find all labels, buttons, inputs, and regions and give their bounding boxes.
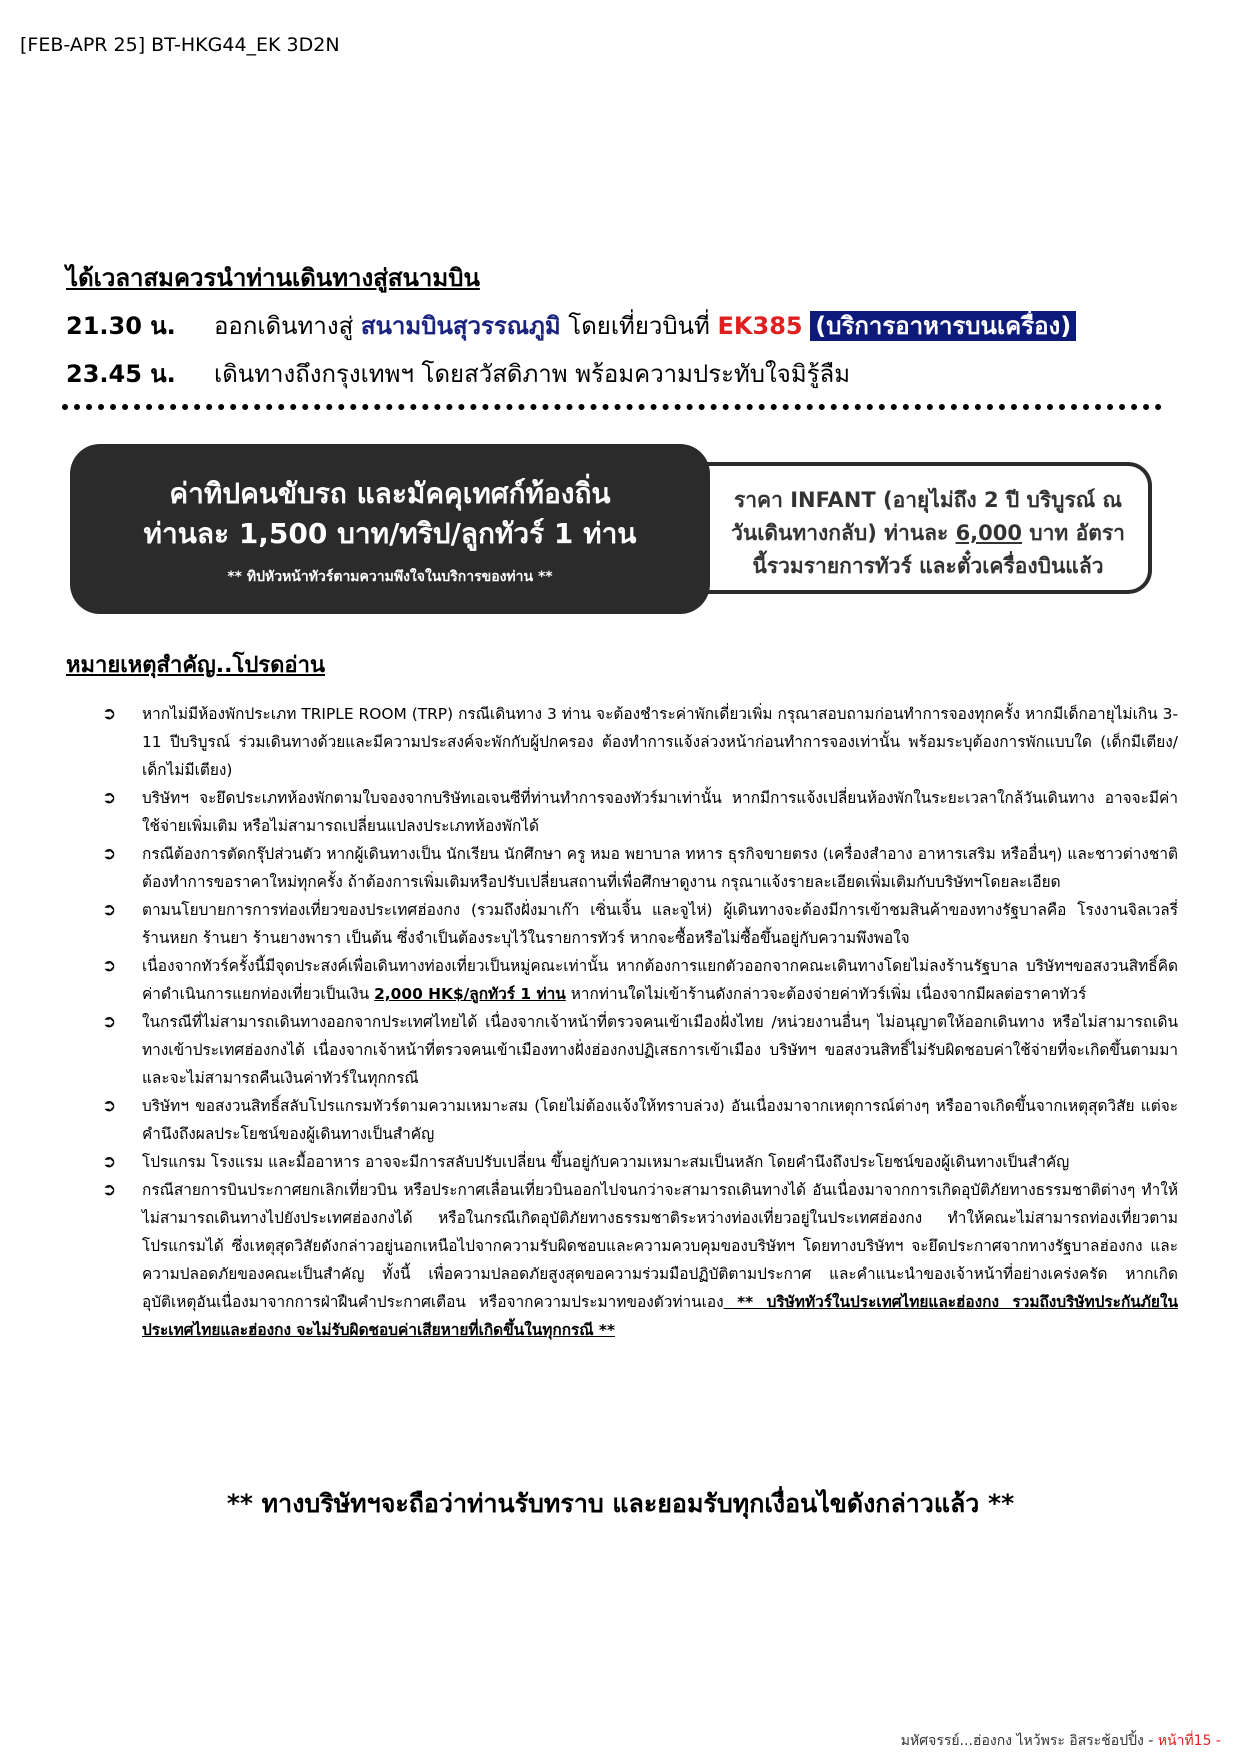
arrow-right-circle-icon: ➲ — [102, 788, 117, 808]
list-item: ➲ โปรแกรม โรงแรม และมื้ออาหาร อาจจะมีการสลับปรับเปลี่ยน ขึ้นอยู่กับความเหมาะสมเป็นหลัก โดยคำนึงถึงประโยชน์ของผู้เดินทางเป็นสำคัญ — [100, 1148, 1178, 1176]
schedule-desc: เดินทางถึงกรุงเทพฯ โดยสวัสดิภาพ พร้อมความประทับใจมิรู้ลืม — [214, 360, 851, 388]
arrow-right-circle-icon: ➲ — [102, 1012, 117, 1032]
notes-heading: หมายเหตุสำคัญ..โปรดอ่าน — [66, 653, 326, 678]
schedule-desc: ออกเดินทางสู่ สนามบินสุวรรณภูมิ โดยเที่ยวบินที่ EK385 (บริการอาหารบนเครื่อง) — [214, 306, 1076, 345]
list-item: ➲ ในกรณีที่ไม่สามารถเดินทางออกจากประเทศไทยได้ เนื่องจากเจ้าหน้าที่ตรวจคนเข้าเมืองฝั่งไทย /หน่วยงานอื่นๆ ไม่อนุญาตให้ออกเดินทาง หรือไม่สามารถเดินทางเข้าประเทศฮ่องกงได้ เนื่องจากเจ้าหน้าที่ตรวจคนเข้าเมืองทางฝั่งฮ่องกงปฏิเสธการเข้าเมือง บริษัทฯ ขอสงวนสิทธิ์ไม่รับผิดชอบค่าใช้จ่ายที่จะเกิดขึ้นตามมา และจะไม่สามารถคืนเงินค่าทัวร์ในทุกกรณี — [100, 1008, 1178, 1092]
schedule-heading: ได้เวลาสมควรนำท่านเดินทางสู่สนามบิน — [66, 264, 480, 292]
tip-line1: ค่าทิปคนขับรถ และมัคคุเทศก์ท้องถิ่น — [169, 477, 611, 510]
schedule-row-departure — [66, 306, 1076, 345]
arrow-right-circle-icon: ➲ — [102, 956, 117, 976]
infant-price-box — [676, 462, 1152, 594]
arrow-right-circle-icon: ➲ — [102, 1096, 117, 1116]
tip-note: ** ทิปหัวหน้าทัวร์ตามความพึงใจในบริการของท่าน ** — [227, 569, 553, 585]
page-footer: มหัศจรรย์...ฮ่องกง ไหว้พระ อิสระช้อปปิ้ง - หน้าที่15 - — [900, 1733, 1221, 1749]
infant-line2: วันเดินทางกลับ) ท่านละ 6,000 บาท อัตรา — [731, 521, 1125, 545]
meal-badge: (บริการอาหารบนเครื่อง) — [810, 311, 1076, 341]
closing-statement: ** ทางบริษัทฯจะถือว่าท่านรับทราบ และยอมรับทุกเงื่อนไขดังกล่าวแล้ว ** — [226, 1489, 1015, 1518]
tip-line2: ท่านละ 1,500 บาท/ทริป/ลูกทัวร์ 1 ท่าน — [143, 517, 637, 550]
tour-code: [FEB-APR 25] BT-HKG44_EK 3D2N — [20, 34, 340, 56]
separate-fee: 2,000 HK$/ลูกทัวร์ 1 ท่าน — [374, 985, 566, 1003]
dotted-divider — [62, 404, 1162, 410]
schedule-row-arrival — [66, 354, 850, 393]
tip-info-box — [70, 444, 710, 614]
schedule-time: 21.30 น. — [66, 312, 176, 340]
airport-name: สนามบินสุวรรณภูมิ — [360, 312, 561, 340]
list-item: ➲ กรณีสายการบินประกาศยกเลิกเที่ยวบิน หรือประกาศเลื่อนเที่ยวบินออกไปจนกว่าจะสามารถเดินทางได้ อันเนื่องมาจากการเกิดอุบัติภัยทางธรรมชาติต่างๆ ทำให้ไม่สามารถเดินทางไปยังประเทศฮ่องกงได้ หรือในกรณีเกิดอุบัติภัยทางธรรมชาติระหว่างท่องเที่ยวอยู่ในประเทศฮ่องกง ทำให้คณะไม่สามารถท่องเที่ยวตามโปรแกรมได้ ซึ่งเหตุสุดวิสัยดังกล่าวอยู่นอกเหนือไปจากความรับผิดชอบและความควบคุมของบริษัทฯ โดยทางบริษัทฯ จะยึดประกาศจากทางรัฐบาลฮ่องกง และความปลอดภัยของคณะเป็นสำคัญ ทั้งนี้ เพื่อความปลอดภัยสูงสุดขอความร่วมมือปฏิบัติตามประกาศ และคำแนะนำของเจ้าหน้าที่อย่างเคร่งครัด หากเกิดอุบัติเหตุอันเนื่องมาจากการฝ่าฝืนคำประกาศเตือน หรือจากความประมาทของตัวท่านเอง ** บริษัททัวร์ในประเทศไทยและฮ่องกง รวมถึงบริษัทประกันภัยในประเทศไทยและฮ่องกง จะไม่รับผิดชอบค่าเสียหายที่เกิดขึ้นในทุกกรณี ** — [100, 1176, 1178, 1344]
list-item: ➲ หากไม่มีห้องพักประเภท TRIPLE ROOM (TRP) กรณีเดินทาง 3 ท่าน จะต้องชำระค่าพักเดี่ยวเพิ่ม กรุณาสอบถามก่อนทำการจองทุกครั้ง หากมีเด็กอายุไม่เกิน 3- 11 ปีบริบูรณ์ ร่วมเดินทางด้วยและมีความประสงค์จะพักกับผู้ปกครอง ต้องทำการแจ้งล่วงหน้าก่อนทำการจองเท่านั้น พร้อมระบุต้องการพักแบบใด (เด็กมีเตียง/เด็กไม่มีเตียง) — [100, 700, 1178, 784]
arrow-right-circle-icon: ➲ — [102, 704, 117, 724]
page-number: หน้าที่15 - — [1157, 1733, 1221, 1749]
list-item: ➲ บริษัทฯ ขอสงวนสิทธิ์สลับโปรแกรมทัวร์ตามความเหมาะสม (โดยไม่ต้องแจ้งให้ทราบล่วง) อันเนื่องมาจากเหตุการณ์ต่างๆ หรืออาจเกิดขึ้นจากเหตุสุดวิสัย แต่จะคำนึงถึงผลประโยชน์ของผู้เดินทางเป็นสำคัญ — [100, 1092, 1178, 1148]
list-item: ➲ เนื่องจากทัวร์ครั้งนี้มีจุดประสงค์เพื่อเดินทางท่องเที่ยวเป็นหมู่คณะเท่านั้น หากต้องการแยกตัวออกจากคณะเดินทางโดยไม่ลงร้านรัฐบาล บริษัทฯขอสงวนสิทธิ์คิดค่าดำเนินการแยกท่องเที่ยวเป็นเงิน 2,000 HK$/ลูกทัวร์ 1 ท่าน หากท่านใดไม่เข้าร้านดังกล่าวจะต้องจ่ายค่าทัวร์เพิ่ม เนื่องจากมีผลต่อราคาทัวร์ — [100, 952, 1178, 1008]
disclaimer-emphasis: ** บริษัททัวร์ในประเทศไทยและฮ่องกง รวมถึงบริษัทประกันภัยในประเทศไทยและฮ่องกง จะไม่รับผิดชอบค่าเสียหายที่เกิดขึ้นในทุกกรณี ** — [142, 1293, 1178, 1339]
flight-number: EK385 — [717, 312, 803, 340]
infant-price: 6,000 — [955, 521, 1022, 545]
arrow-right-circle-icon: ➲ — [102, 844, 117, 864]
list-item: ➲ ตามนโยบายการการท่องเที่ยวของประเทศฮ่องกง (รวมถึงฝั่งมาเก๊า เซิ่นเจิ้น และจูไห่) ผู้เดินทางจะต้องมีการเข้าชมสินค้าของทางรัฐบาลคือ โรงงานจิลเวลรี่ ร้านหยก ร้านยา ร้านยางพารา เป็นต้น ซึ่งจำเป็นต้องระบุไว้ในรายการทัวร์ หากจะซื้อหรือไม่ซื้อขึ้นอยู่กับความพึงพอใจ — [100, 896, 1178, 952]
list-item: ➲ กรณีต้องการตัดกรุ๊ปส่วนตัว หากผู้เดินทางเป็น นักเรียน นักศึกษา ครู หมอ พยาบาล ทหาร ธุรกิจขายตรง (เครื่องสำอาง อาหารเสริม หรืออื่นๆ) และชาวต่างชาติ ต้องทำการขอราคาใหม่ทุกครั้ง ถ้าต้องการเพิ่มเติมหรือปรับเปลี่ยนสถานที่เพื่อศึกษาดูงาน กรุณาแจ้งรายละเอียดเพิ่มเติมกับบริษัทฯโดยละเอียด — [100, 840, 1178, 896]
arrow-right-circle-icon: ➲ — [102, 900, 117, 920]
notes-list — [100, 700, 1178, 1344]
arrow-right-circle-icon: ➲ — [102, 1152, 117, 1172]
list-item: ➲ บริษัทฯ จะยึดประเภทห้องพักตามใบจองจากบริษัทเอเจนซีที่ท่านทำการจองทัวร์มาเท่านั้น หากมีการแจ้งเปลี่ยนห้องพักในระยะเวลาใกล้วันเดินทาง อาจจะมีค่าใช้จ่ายเพิ่มเติม หรือไม่สามารถเปลี่ยนแปลงประเภทห้องพักได้ — [100, 784, 1178, 840]
schedule-time: 23.45 น. — [66, 360, 176, 388]
arrow-right-circle-icon: ➲ — [102, 1180, 117, 1200]
infant-line3: นี้รวมรายการทัวร์ และตั๋วเครื่องบินแล้ว — [752, 554, 1104, 578]
infant-line1: ราคา INFANT (อายุไม่ถึง 2 ปี บริบูรณ์ ณ — [733, 488, 1123, 512]
